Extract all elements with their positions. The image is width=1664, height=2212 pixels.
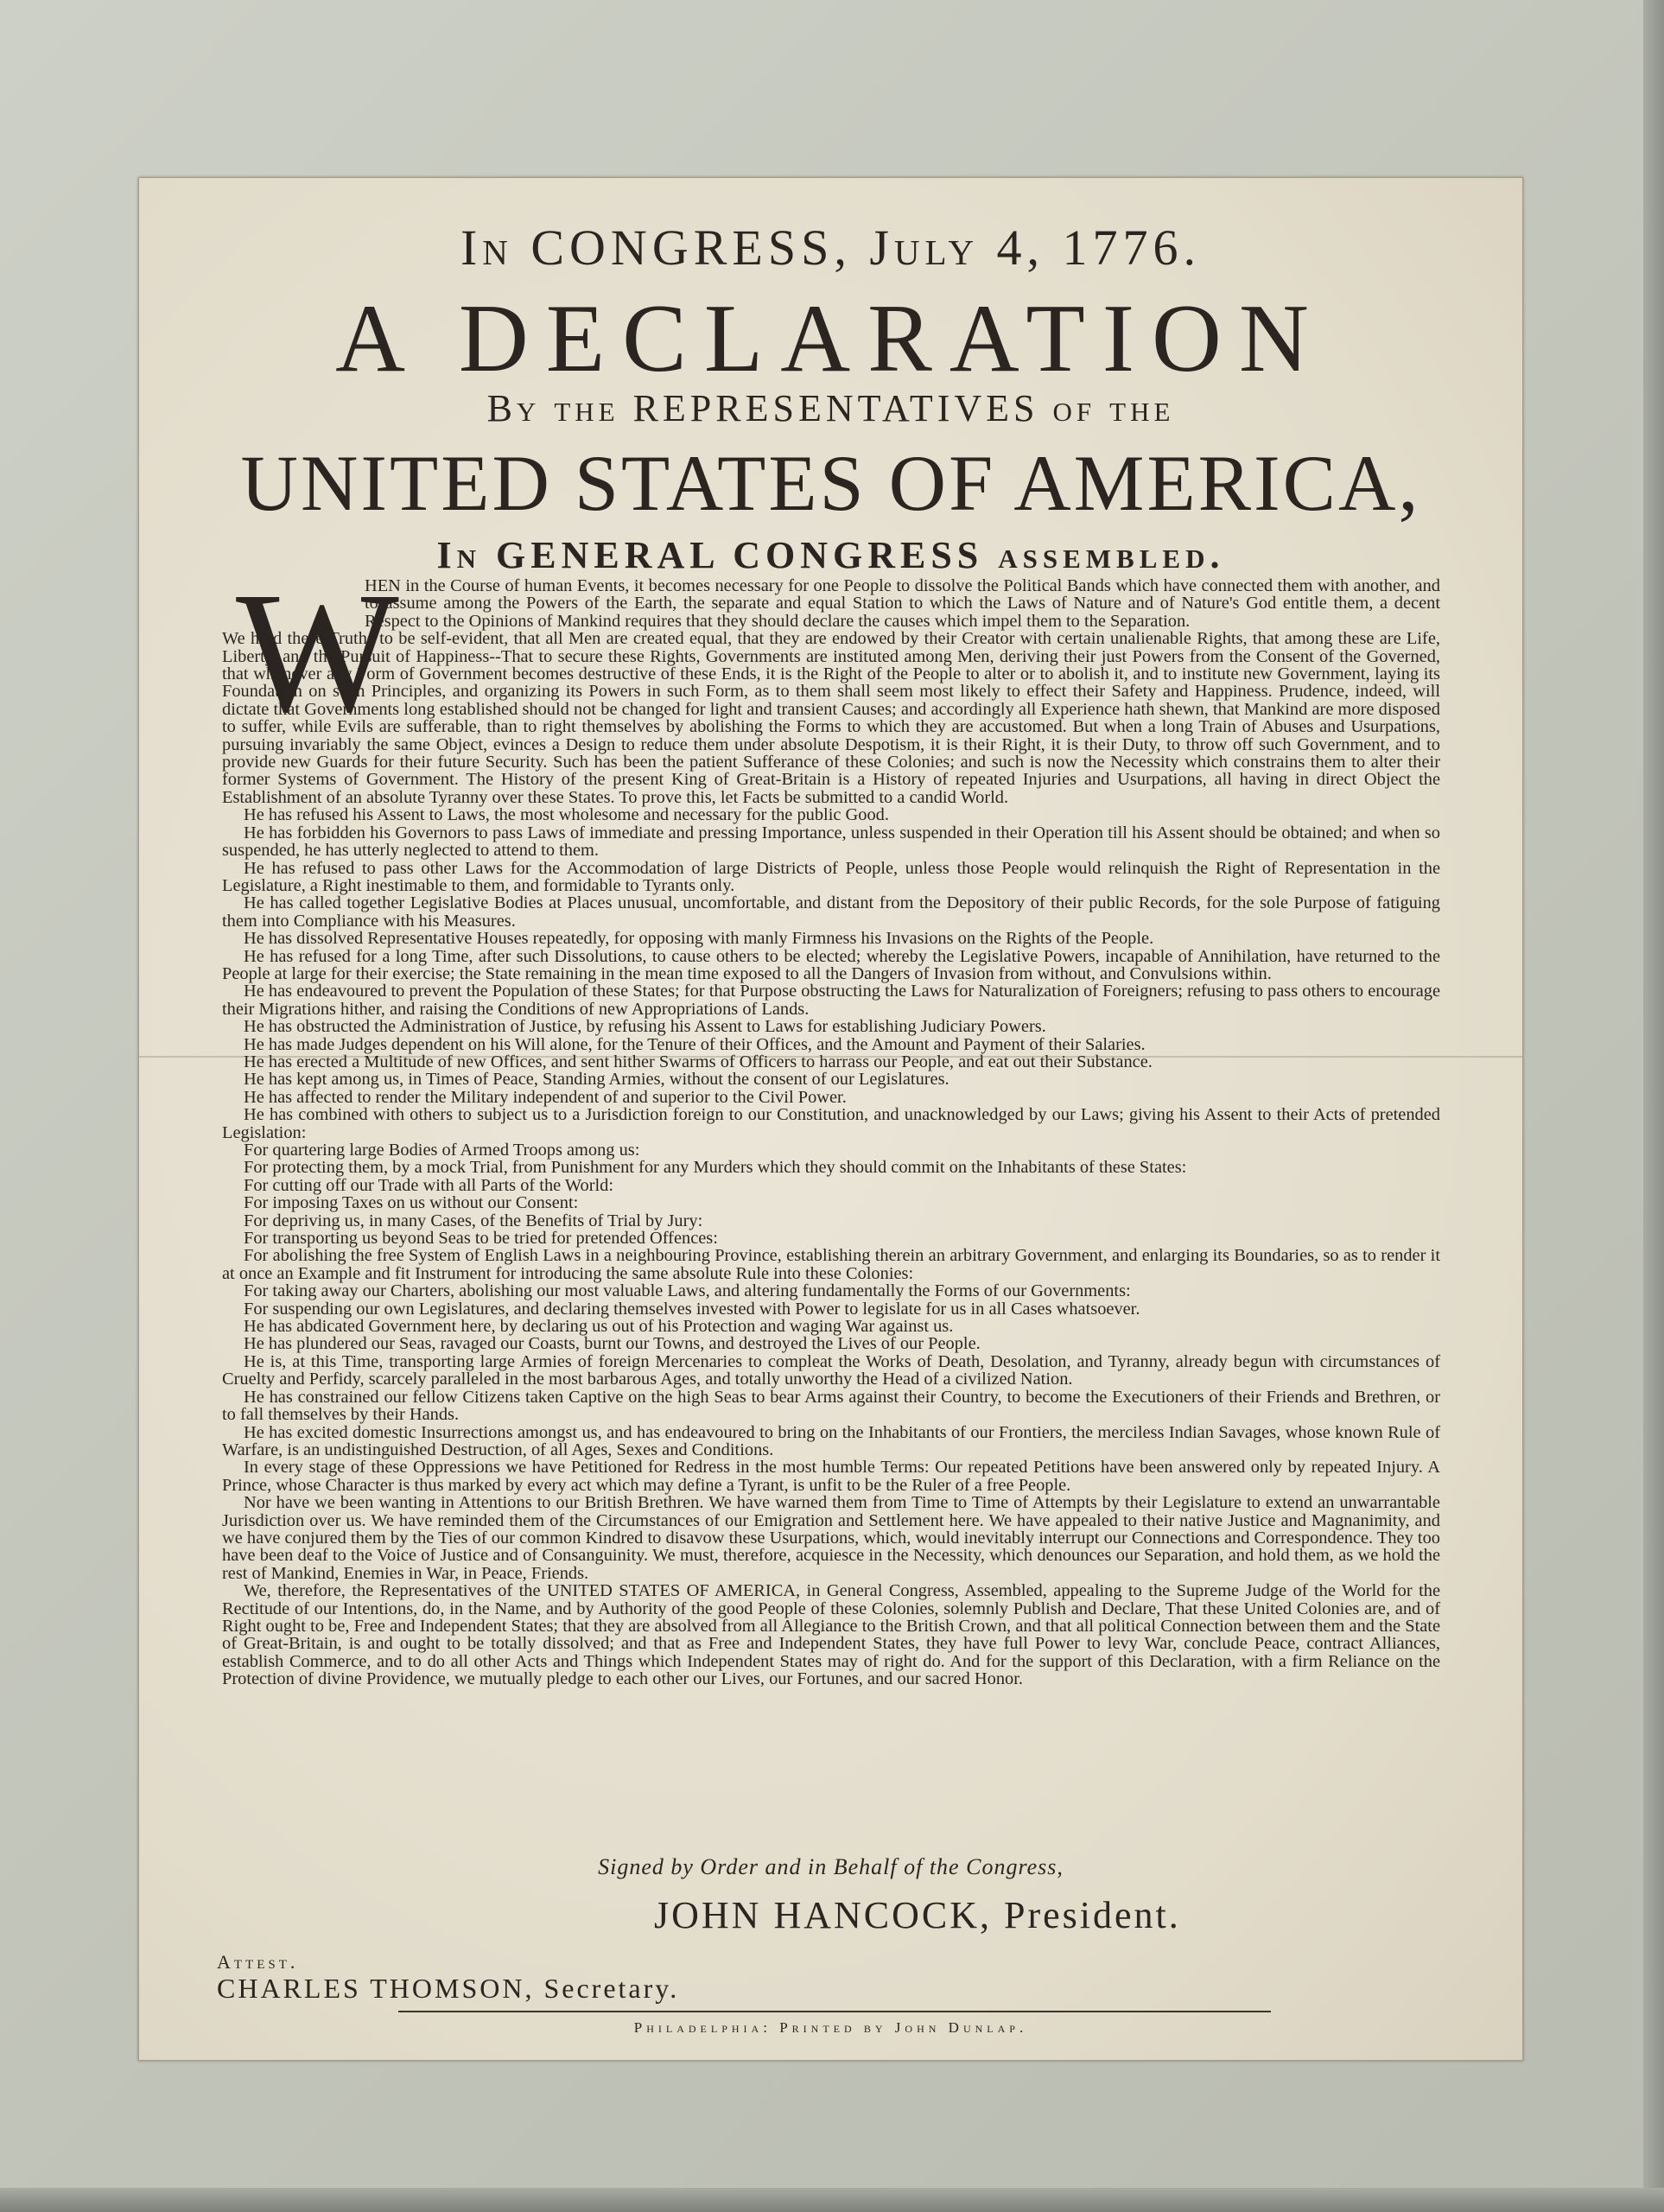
secretary-signature: CHARLES THOMSON, Secretary. — [217, 1973, 680, 2004]
paragraph: For imposing Taxes on us without our Consent: — [244, 1193, 579, 1213]
paragraph: For cutting off our Trade with all Parts of the World: — [244, 1175, 614, 1195]
attest-label: Attest. — [217, 1951, 299, 1973]
paragraph: He has constrained our fellow Citizens taken Captive on the high Seas to bear Arms against their Country, to become the Executioners of their Friends and Brethren, or to fall themselves by their Hands. — [222, 1387, 1440, 1425]
paragraph: We hold these Truths to be self-evident, that all Men are created equal, that they are endowed by their Creator with certain unalienable Rights, that among these are Life, Liberty, and the Pursuit of Happiness--That to secure these Rights, Governments are instituted among Men, deriving their just Powers from the Consent of the Governed, that whenever any Form of Government becomes destructive of these Ends, it is the Right of the People to alter or to abolish it, and to institute new Government, laying its Foundation on such Principles, and organizing its Powers in such Form, as to them shall seem most likely to effect their Safety and Happiness. Prudence, indeed, will dictate that Governments long established should not be changed for light and transient Causes; and accordingly all Experience hath shewn, that Mankind are more disposed to suffer, while Evils are sufferable, than to right themselves by abolishing the Forms to which they are accustomed. But when a long Train of Abuses and Usurpations, pursuing invariably the same Object, evinces a Design to reduce them under absolute Despotism, it is their Right, it is their Duty, to throw off such Government, and to provide new Guards for their future Security. Such has been the patient Sufferance of these Colonies; and such is now the Necessity which constrains them to alter their former Systems of Government. The History of the present King of Great-Britain is a History of repeated Injuries and Usurpations, all having in direct Object the Establishment of an absolute Tyranny over these States. To prove this, let Facts be submitted to a candid World. — [222, 629, 1440, 807]
heading-by-representatives: By the REPRESENTATIVES of the — [486, 387, 1175, 429]
signed-by-order-line: Signed by Order and in Behalf of the Congress, — [598, 1854, 1064, 1879]
paragraph: He has obstructed the Administration of Justice, by refusing his Assent to Laws for establishing Judiciary Powers. — [244, 1017, 1046, 1037]
paragraph: HEN in the Course of human Events, it becomes necessary for one People to dissolve the Political Bands which have connected them with another, and to assume among the Powers of the Earth, the separate and equal Station to which the Laws of Nature and of Nature's God entitle them, a decent Respect to the Opinions of Mankind requires that they should declare the causes which impel them to the Separation. — [365, 576, 1440, 631]
paragraph: He has erected a Multitude of new Offices, and sent hither Swarms of Officers to harrass our People, and eat out their Substance. — [244, 1052, 1153, 1071]
heading-declaration: A DECLARATION — [335, 285, 1326, 392]
declaration-text — [222, 577, 1440, 1688]
imprint-rule — [398, 2011, 1271, 2012]
paragraph: Nor have we been wanting in Attentions to our British Brethren. We have warned them from Time to Time of Attempts by their Legislature to extend an unwarrantable Jurisdiction over us. We have reminded them of the Circumstances of our Emigration and Settlement here. We have appealed to their native Justice and Magnanimity, and we have conjured them by the Ties of our common Kindred to disavow these Usurpations, which, would inevitably interrupt our Connections and Correspondence. They too have been deaf to the Voice of Justice and of Consanguinity. We must, therefore, acquiesce in the Necessity, which denounces our Separation, and hold them, as we hold the rest of Mankind, Enemies in War, in Peace, Friends. — [222, 1493, 1440, 1583]
paragraph: For depriving us, in many Cases, of the Benefits of Trial by Jury: — [244, 1211, 703, 1230]
paragraph: He has called together Legislative Bodies at Places unusual, uncomfortable, and distant from the Depository of their public Records, for the sole Purpose of fatiguing them into Compliance with his Measures. — [222, 893, 1440, 931]
paragraph: For abolishing the free System of English Laws in a neighbouring Province, establishing therein an arbitrary Government, and enlarging its Boundaries, so as to render it at once an Example and fit Instrument for introducing the same absolute Rule into these Colonies: — [222, 1246, 1440, 1283]
heading-congress-date: In CONGRESS, July 4, 1776. — [460, 219, 1202, 276]
paragraph: He has abdicated Government here, by declaring us out of his Protection and waging War against us. — [244, 1317, 954, 1337]
paragraph: He is, at this Time, transporting large Armies of foreign Mercenaries to compleat the Works of Death, Desolation, and Tyranny, already begun with circumstances of Cruelty and Perfidy, scarcely paralleled in the most barbarous Ages, and totally unworthy the Head of a civilized Nation. — [222, 1351, 1440, 1389]
mount-edge — [0, 2188, 1664, 2212]
paragraph: For quartering large Bodies of Armed Troops among us: — [244, 1141, 640, 1160]
paragraph: For suspending our own Legislatures, and declaring themselves invested with Power to legislate for us in all Cases whatsoever. — [244, 1299, 1140, 1319]
paragraph: He has dissolved Representative Houses repeatedly, for opposing with manly Firmness his Invasions on the Rights of the People. — [244, 929, 1154, 949]
heading-general-congress: In GENERAL CONGRESS assembled. — [436, 534, 1225, 576]
drop-cap: W — [236, 557, 399, 748]
paragraph: He has plundered our Seas, ravaged our Coasts, burnt our Towns, and destroyed the Lives of our People. — [244, 1334, 981, 1354]
paragraph: He has forbidden his Governors to pass Laws of immediate and pressing Importance, unless suspended in their Operation till his Assent should be obtained; and when so suspended, he has utterly neglected to attend to them. — [222, 823, 1440, 861]
paragraph: He has excited domestic Insurrections amongst us, and has endeavoured to bring on the Inhabitants of our Frontiers, the merciless Indian Savages, whose known Rule of Warfare, is an undistinguished Destruction, of all Ages, Sexes and Conditions. — [222, 1422, 1440, 1459]
broadside-sheet — [138, 177, 1523, 2061]
paragraph: He has affected to render the Military independent of and superior to the Civil Power. — [244, 1087, 847, 1107]
paragraph: We, therefore, the Representatives of the UNITED STATES OF AMERICA, in General Congress, Assembled, appealing to the Supreme Judge of the World for the Rectitude of our Intentions, do, in the Name, and by Authority of the good People of these Colonies, solemnly Publish and Declare, That these United Colonies are, and of Right ought to be, Free and Independent States; that they are absolved from all Allegiance to the British Crown, and that all political Connection between them and the State of Great-Britain, is and ought to be totally dissolved; and that as Free and Independent States, they have full Power to levy War, conclude Peace, contract Alliances, establish Commerce, and to do all other Acts and Things which Independent States may of right do. And for the support of this Declaration, with a firm Reliance on the Protection of divine Providence, we mutually pledge to each other our Lives, our Fortunes, and our sacred Honor. — [222, 1581, 1440, 1689]
paragraph: He has combined with others to subject us to a Jurisdiction foreign to our Constitution, and unacknowledged by our Laws; giving his Assent to their Acts of pretended Legislation: — [222, 1105, 1440, 1142]
paragraph: He has made Judges dependent on his Will alone, for the Tenure of their Offices, and the Amount and Payment of their Salaries. — [244, 1034, 1146, 1054]
heading-united-states: UNITED STATES OF AMERICA, — [240, 439, 1421, 527]
paragraph: For protecting them, by a mock Trial, from Punishment for any Murders which they should commit on the Inhabitants of these States: — [244, 1158, 1187, 1178]
president-signature: JOHN HANCOCK, President. — [654, 1894, 1181, 1936]
paragraph: He has refused to pass other Laws for the Accommodation of large Districts of People, unless those People would relinquish the Right of Representation in the Legislature, a Right inestimable to them, and formidable to Tyrants only. — [222, 858, 1440, 895]
paragraph: For taking away our Charters, abolishing our most valuable Laws, and altering fundamentally the Forms of our Governments: — [244, 1281, 1131, 1301]
paragraph: He has kept among us, in Times of Peace, Standing Armies, without the consent of our Legislatures. — [244, 1070, 949, 1090]
paragraph: For transporting us beyond Seas to be tried for pretended Offences: — [244, 1229, 718, 1249]
printer-imprint: Philadelphia: Printed by John Dunlap. — [633, 2019, 1028, 2036]
paragraph: In every stage of these Oppressions we have Petitioned for Redress in the most humble Terms: Our repeated Petitions have been answered only by repeated Injury. A Prince, whose Character is thus marked by every act which may define a Tyrant, is unfit to be the Ruler of a free People. — [222, 1458, 1440, 1495]
paragraph: He has refused for a long Time, after such Dissolutions, to cause others to be elected; whereby the Legislative Powers, incapable of Annihilation, have returned to the People at large for their exercise; the State remaining in the mean time exposed to all the Dangers of Invasion from without, and Convulsions within. — [222, 946, 1440, 983]
paragraph: He has refused his Assent to Laws, the most wholesome and necessary for the public Good. — [244, 805, 889, 825]
paragraph: He has endeavoured to prevent the Population of these States; for that Purpose obstructing the Laws for Naturalization of Foreigners; refusing to pass others to encourage their Migrations hither, and raising the Conditions of new Appropriations of Lands. — [222, 982, 1440, 1019]
mount-edge — [1643, 0, 1664, 2212]
